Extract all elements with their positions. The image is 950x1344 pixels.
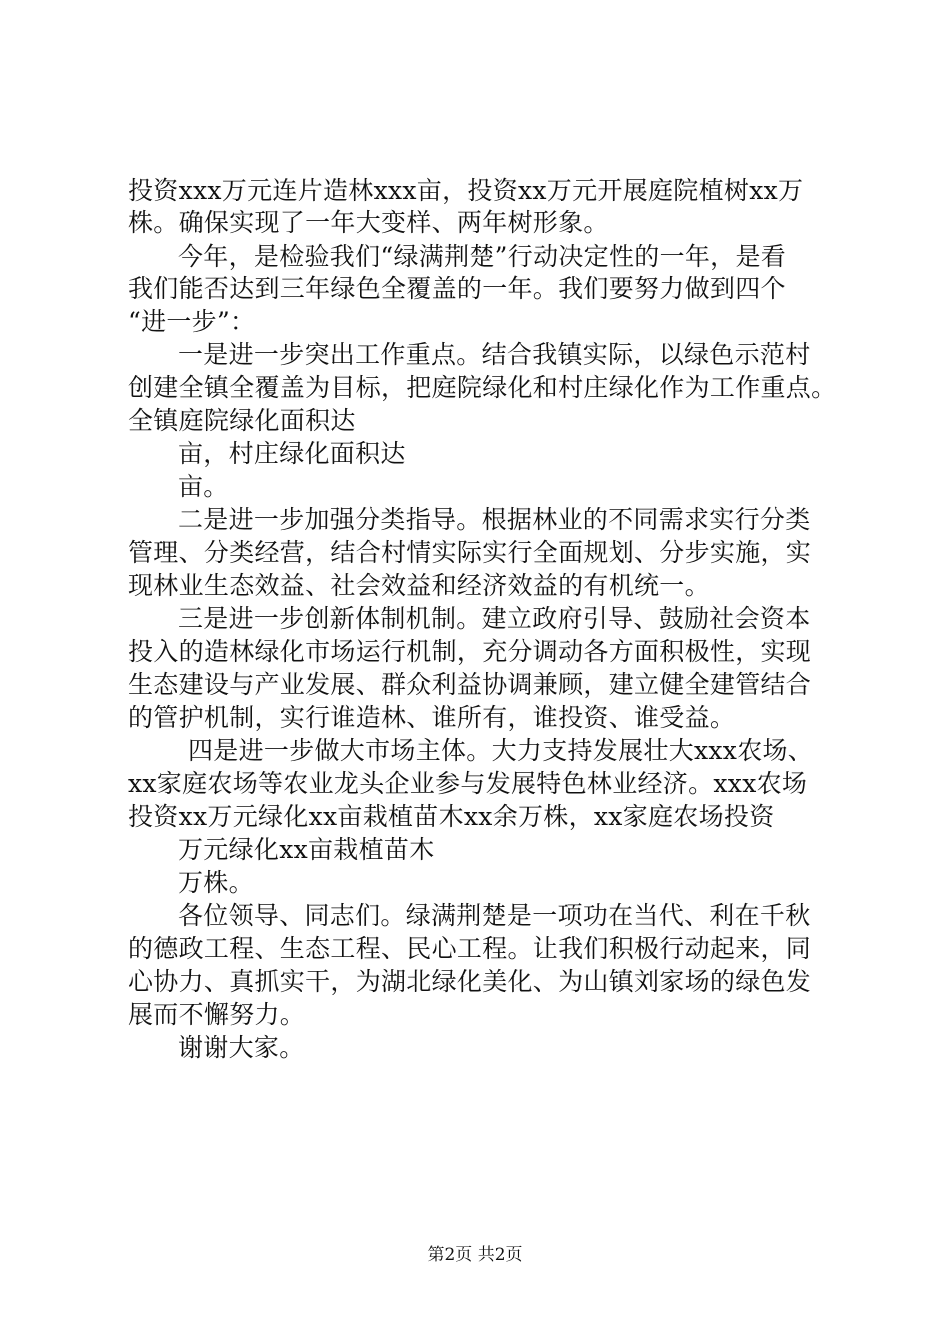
text-line: xx家庭农场等农业龙头企业参与发展特色林业经济。xxx农场 bbox=[128, 769, 808, 798]
text-line: 今年，是检验我们“绿满荆楚”行动决定性的一年，是看 bbox=[178, 242, 787, 271]
text-line: 全镇庭院绿化面积达 bbox=[128, 406, 356, 435]
text-line: 四是进一步做大市场主体。大力支持发展壮大xxx农场、 bbox=[188, 736, 814, 765]
text-line: 展而不懈努力。 bbox=[128, 1000, 306, 1029]
text-line: 的管护机制，实行谁造林、谁所有，谁投资、谁受益。 bbox=[128, 703, 736, 732]
text-line: 投入的造林绿化市场运行机制，充分调动各方面积极性，实现 bbox=[128, 637, 812, 666]
text-line: 三是进一步创新体制机制。建立政府引导、鼓励社会资本 bbox=[178, 604, 811, 633]
text-line: 管理、分类经营，结合村情实际实行全面规划、分步实施，实 bbox=[128, 538, 812, 567]
text-line: 各位领导、同志们。绿满荆楚是一项功在当代、利在千秋 bbox=[178, 901, 811, 930]
text-line: 万株。 bbox=[178, 868, 254, 897]
text-line: 二是进一步加强分类指导。根据林业的不同需求实行分类 bbox=[178, 505, 811, 534]
text-line: 亩。 bbox=[178, 472, 229, 501]
text-line: 投资xx万元绿化xx亩栽植苗木xx余万株，xx家庭农场投资 bbox=[128, 802, 775, 831]
text-line: 谢谢大家。 bbox=[178, 1033, 305, 1062]
text-line: 亩，村庄绿化面积达 bbox=[178, 439, 406, 468]
text-line: 株。确保实现了一年大变样、两年树形象。 bbox=[128, 208, 609, 237]
text-line: 万元绿化xx亩栽植苗木 bbox=[178, 835, 435, 864]
page-number-footer: 第2页 共2页 bbox=[427, 1245, 523, 1265]
text-line: 的德政工程、生态工程、民心工程。让我们积极行动起来，同 bbox=[128, 934, 812, 963]
text-line: 生态建设与产业发展、群众利益协调兼顾，建立健全建管结合 bbox=[128, 670, 812, 699]
text-line: 现林业生态效益、社会效益和经济效益的有机统一。 bbox=[128, 571, 710, 600]
text-line: 我们能否达到三年绿色全覆盖的一年。我们要努力做到四个 bbox=[128, 274, 786, 303]
text-line: “进一步”： bbox=[128, 307, 256, 336]
text-line: 投资xxx万元连片造林xxx亩，投资xx万元开展庭院植树xx万 bbox=[128, 176, 804, 205]
text-line: 一是进一步突出工作重点。结合我镇实际，以绿色示范村 bbox=[178, 340, 811, 369]
text-line: 创建全镇全覆盖为目标，把庭院绿化和村庄绿化作为工作重点。 bbox=[128, 373, 837, 402]
text-line: 心协力、真抓实干，为湖北绿化美化、为山镇刘家场的绿色发 bbox=[128, 967, 812, 996]
